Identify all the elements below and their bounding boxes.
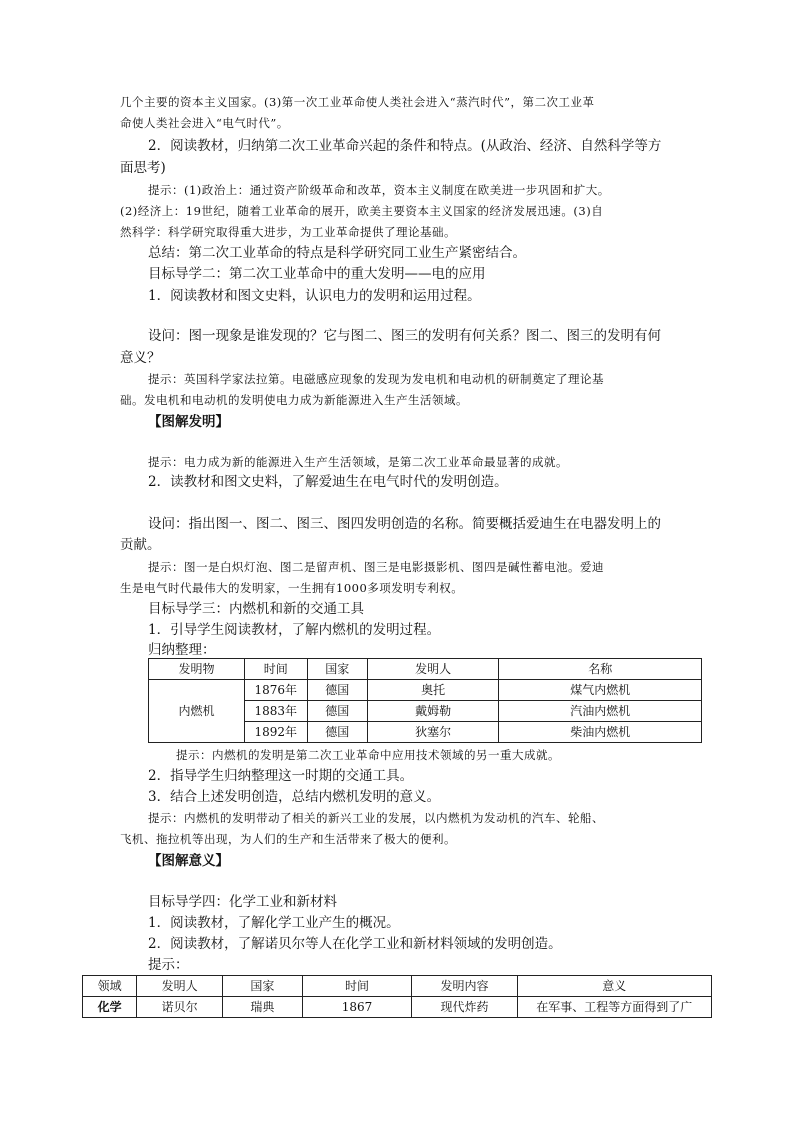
table-cell: 1876年 <box>244 680 307 701</box>
table-cell: 柴油内燃机 <box>499 722 702 743</box>
hint-line: 提示：内燃机的发明带动了相关的新兴工业的发展，以内燃机为发动机的汽车、轮船、 <box>148 811 604 825</box>
hint-label: 提示： <box>148 957 189 973</box>
table-cell: 瑞典 <box>222 997 302 1018</box>
hint-line: 飞机、拖拉机等出现，为人们的生产和生活带来了极大的便利。 <box>120 832 456 846</box>
hint-line: 提示：英国科学家法拉第。电磁感应现象的发现为发电机和电动机的研制奠定了理论基 <box>148 372 604 386</box>
table-header-cell: 国家 <box>307 659 367 680</box>
table-cell: 1883年 <box>244 701 307 722</box>
table-cell: 1892年 <box>244 722 307 743</box>
figure-caption: 【图解意义】 <box>148 853 229 869</box>
instruction-line: 2．阅读教材，了解诺贝尔等人在化学工业和新材料领域的发明创造。 <box>148 936 562 952</box>
table-cell: 现代炸药 <box>412 997 517 1018</box>
table-header-cell: 时间 <box>244 659 307 680</box>
instruction-line: 3．结合上述发明创造，总结内燃机发明的意义。 <box>148 789 441 805</box>
engine-table <box>148 658 702 743</box>
hint-line: 生是电气时代最伟大的发明家，一生拥有1000多项发明专利权。 <box>120 581 464 595</box>
table-cell: 戴姆勒 <box>367 701 498 722</box>
table-header-cell: 发明人 <box>137 976 223 997</box>
table-header-cell: 国家 <box>222 976 302 997</box>
table-header-cell: 发明物 <box>149 659 245 680</box>
question-line: 设问：图一现象是谁发现的？它与图二、图三的发明有何关系？图二、图三的发明有何 <box>148 328 661 344</box>
instruction-line: 1．引导学生阅读教材，了解内燃机的发明过程。 <box>148 622 441 638</box>
table-cell: 德国 <box>307 722 367 743</box>
hint-line: 提示：(1)政治上：通过资产阶级革命和改革，资本主义制度在欧美进一步巩固和扩大。 <box>148 183 610 197</box>
table-cell: 1867 <box>302 997 412 1018</box>
instruction-line: 2．指导学生归纳整理这一时期的交通工具。 <box>148 768 414 784</box>
hint-line: 提示：图一是白炽灯泡、图二是留声机、图三是电影摄影机、图四是碱性蓄电池。爱迪 <box>148 560 604 574</box>
hint-line: 提示：电力成为新的能源进入生产生活领域，是第二次工业革命最显著的成就。 <box>148 455 568 469</box>
label-line: 归纳整理： <box>148 642 216 658</box>
paragraph-line: 命使人类社会进入“电气时代”。 <box>120 116 289 130</box>
table-cell: 煤气内燃机 <box>499 680 702 701</box>
table-header-row <box>149 659 702 680</box>
table-cell: 汽油内燃机 <box>499 701 702 722</box>
table-row <box>83 997 712 1018</box>
table-cell: 诺贝尔 <box>137 997 223 1018</box>
chemistry-table <box>82 975 712 1018</box>
summary-line: 总结：第二次工业革命的特点是科学研究同工业生产紧密结合。 <box>148 245 526 261</box>
table-cell: 德国 <box>307 701 367 722</box>
table-cell: 内燃机 <box>149 680 245 743</box>
hint-line: 础。发电机和电动机的发明使电力成为新能源进入生产生活领域。 <box>120 393 468 407</box>
question-line: 贡献。 <box>120 537 161 553</box>
table-header-cell: 名称 <box>499 659 702 680</box>
instruction-line: 1．阅读教材，了解化学工业产生的概况。 <box>148 915 400 931</box>
question-line: 意义？ <box>120 350 161 366</box>
table-row <box>149 680 702 701</box>
hint-line: (2)经济上：19世纪，随着工业革命的展开，欧美主要资本主义国家的经济发展迅速。(3)自 <box>120 204 604 218</box>
table-cell: 德国 <box>307 680 367 701</box>
section-heading: 目标导学三：内燃机和新的交通工具 <box>148 601 364 617</box>
section-heading: 目标导学二：第二次工业革命中的重大发明——电的应用 <box>148 266 486 282</box>
table-cell: 化学 <box>83 997 137 1018</box>
table-header-cell: 意义 <box>517 976 711 997</box>
hint-line: 提示：内燃机的发明是第二次工业革命中应用技术领域的另一重大成就。 <box>176 748 560 762</box>
instruction-line: 1．阅读教材和图文史料，认识电力的发明和运用过程。 <box>148 288 481 304</box>
section-heading: 目标导学四：化学工业和新材料 <box>148 894 337 910</box>
question-line: 设问：指出图一、图二、图三、图四发明创造的名称。简要概括爱迪生在电器发明上的 <box>148 516 661 532</box>
table-cell: 狄塞尔 <box>367 722 498 743</box>
table-header-row <box>83 976 712 997</box>
table-cell: 奥托 <box>367 680 498 701</box>
question-line: 2．阅读教材，归纳第二次工业革命兴起的条件和特点。(从政治、经济、自然科学等方 <box>148 138 662 154</box>
table-header-cell: 发明人 <box>367 659 498 680</box>
question-line: 面思考) <box>120 160 166 176</box>
table-header-cell: 领域 <box>83 976 137 997</box>
table-cell: 在军事、工程等方面得到了广 <box>517 997 711 1018</box>
hint-line: 然科学：科学研究取得重大进步，为工业革命提供了理论基础。 <box>120 225 456 239</box>
table-header-cell: 时间 <box>302 976 412 997</box>
figure-caption: 【图解发明】 <box>148 414 229 430</box>
instruction-line: 2．读教材和图文史料，了解爱迪生在电气时代的发明创造。 <box>148 474 508 490</box>
paragraph-line: 几个主要的资本主义国家。(3)第一次工业革命使人类社会进入“蒸汽时代”，第二次工业革 <box>120 95 595 109</box>
table-header-cell: 发明内容 <box>412 976 517 997</box>
